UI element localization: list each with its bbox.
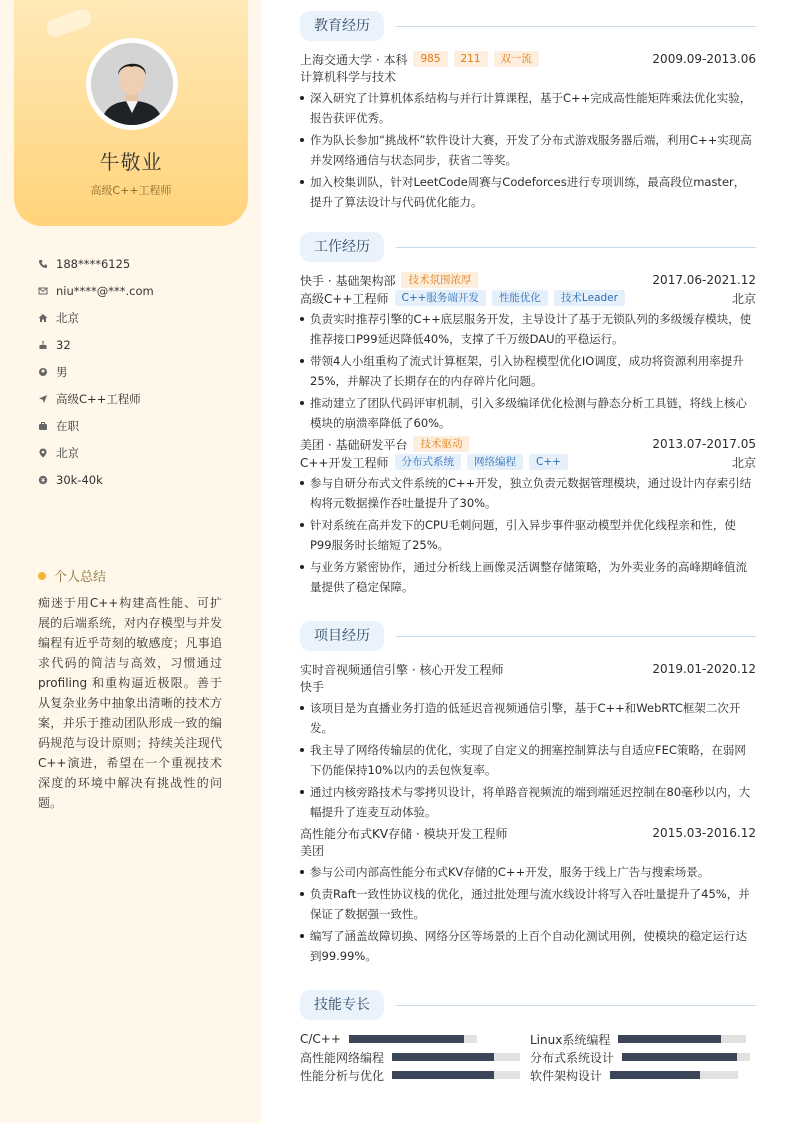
- bullet-list: [300, 473, 756, 597]
- divider: [396, 26, 756, 27]
- cake-icon: [38, 340, 48, 350]
- list-item: 针对系统在高并发下的CPU毛刺问题，引入异步事件驱动模型并优化线程亲和性，使P99服务时长缩短了25%。: [300, 515, 756, 555]
- info-home: [38, 304, 154, 331]
- tag: 性能优化: [492, 290, 548, 306]
- work-section: [300, 232, 756, 599]
- mail-icon: [38, 286, 48, 296]
- skill-bar-fill: [610, 1071, 700, 1079]
- list-item: 编写了涵盖故障切换、网络分区等场景的上百个自动化测试用例，使模块的稳定运行达到99.99%。: [300, 926, 756, 966]
- tag: C++: [529, 454, 568, 470]
- company-name: 美团 · 基础研发平台: [300, 437, 408, 452]
- city: 北京: [731, 455, 756, 470]
- skills-section: [300, 990, 756, 1084]
- home-text: 北京: [56, 310, 79, 325]
- skill-bar: [349, 1035, 477, 1043]
- money-icon: [38, 475, 48, 485]
- tag: 技术氛围浓厚: [401, 272, 478, 288]
- major: 计算机科学与技术: [300, 70, 397, 84]
- section-header: [300, 621, 756, 651]
- skill-item: [530, 1066, 756, 1084]
- project-name: 实时音视频通信引擎 · 核心开发工程师: [300, 662, 504, 677]
- tag: 双一流: [494, 51, 540, 67]
- skill-bar-fill: [392, 1071, 494, 1079]
- salary-text: 30k-40k: [56, 472, 103, 487]
- list-item: 负责Raft一致性协议栈的优化，通过批处理与流水线设计将写入吞吐量提升了45%，并保证了数据强一致性。: [300, 884, 756, 924]
- list-item: 我主导了网络传输层的优化，实现了自定义的拥塞控制算法与自适应FEC策略，在弱网下仍能保持10%以内的丢包恢复率。: [300, 740, 756, 780]
- skill-bar-fill: [392, 1053, 494, 1061]
- skill-bar-fill: [622, 1053, 737, 1061]
- education-row: [300, 50, 756, 68]
- city: 北京: [731, 291, 756, 306]
- sidebar: [0, 0, 262, 1123]
- skill-name: 软件架构设计: [530, 1068, 603, 1083]
- skills-grid: [300, 1030, 756, 1084]
- email-text: niu****@***.com: [56, 283, 154, 298]
- divider: [396, 1005, 756, 1006]
- skill-bar: [622, 1053, 750, 1061]
- projects-section: [300, 621, 756, 968]
- send-icon: [38, 394, 48, 404]
- skill-bar: [392, 1053, 520, 1061]
- divider: [396, 636, 756, 637]
- skill-item: [530, 1048, 756, 1066]
- period: 2009.09-2013.06: [652, 52, 756, 66]
- list-item: 带领4人小组重构了流式计算框架，引入协程模型优化IO调度，成功将资源利用率提升25%，并解决了长期存在的内存碎片化问题。: [300, 351, 756, 391]
- tag: 技术驱动: [413, 436, 469, 452]
- list-item: 参与自研分布式文件系统的C++开发，独立负责元数据管理模块，通过设计内存索引结构将元数据操作吞吐量提升了30%。: [300, 473, 756, 513]
- project-entry: [300, 660, 756, 822]
- location-pin-icon: [38, 448, 48, 458]
- section-title: 工作经历: [300, 232, 384, 262]
- skill-item: [300, 1066, 530, 1084]
- info-email: [38, 277, 154, 304]
- project-name: 高性能分布式KV存储 · 模块开发工程师: [300, 826, 508, 841]
- info-position: [38, 385, 154, 412]
- skill-name: 性能分析与优化: [300, 1068, 385, 1083]
- job-entry: [300, 435, 756, 597]
- info-age: [38, 331, 154, 358]
- home-icon: [38, 313, 48, 323]
- tag: 211: [454, 51, 488, 67]
- info-gender: [38, 358, 154, 385]
- gender-icon: [38, 367, 48, 377]
- decoration: [44, 7, 93, 40]
- bullet-list: [300, 88, 756, 212]
- tag: C++服务端开发: [395, 290, 486, 306]
- phone-text: 188****6125: [56, 256, 131, 271]
- list-item: 与业务方紧密协作，通过分析线上画像灵活调整存储策略，为外卖业务的高峰期峰值流量提供了稳定保障。: [300, 557, 756, 597]
- skill-name: C/C++: [300, 1032, 341, 1046]
- skill-name: Linux系统编程: [530, 1032, 611, 1047]
- period: 2017.06-2021.12: [652, 273, 756, 287]
- list-item: 加入校集训队，针对LeetCode周赛与Codeforces进行专项训练，最高段位master，提升了算法设计与代码优化能力。: [300, 172, 756, 212]
- section-header: [300, 990, 756, 1020]
- skill-bar-fill: [349, 1035, 464, 1043]
- list-item: 通过内核旁路技术与零拷贝设计，将单路音视频流的端到端延迟控制在80毫秒以内，大幅提升了连麦互动体验。: [300, 782, 756, 822]
- summary-title: 个人总结: [54, 570, 107, 585]
- info-location: [38, 439, 154, 466]
- skill-bar: [618, 1035, 746, 1043]
- position-text: 高级C++工程师: [56, 391, 141, 406]
- tag: 技术Leader: [554, 290, 625, 306]
- section-header: [300, 232, 756, 262]
- info-status: [38, 412, 154, 439]
- list-item: 参与公司内部高性能分布式KV存储的C++开发，服务于线上广告与搜索场景。: [300, 862, 756, 882]
- skill-bar: [610, 1071, 738, 1079]
- period: 2019.01-2020.12: [652, 662, 756, 676]
- list-item: 作为队长参加“挑战杯”软件设计大赛，开发了分布式游戏服务器后端，利用C++实现高并发网络通信与状态同步，获省二等奖。: [300, 130, 756, 170]
- contact-info-list: [38, 250, 154, 493]
- skill-name: 分布式系统设计: [530, 1050, 615, 1065]
- gender-text: 男: [56, 364, 68, 379]
- info-salary: [38, 466, 154, 493]
- list-item: 该项目是为直播业务打造的低延迟音视频通信引擎，基于C++和WebRTC框架二次开发。: [300, 698, 756, 738]
- info-phone: [38, 250, 154, 277]
- job-entry: [300, 271, 756, 433]
- summary-text: 痴迷于用C++构建高性能、可扩展的后端系统，对内存模型与并发编程有近乎苛刻的敏感度；凡事追求代码的简洁与高效，习惯通过profiling 和重构逼近极限。善于从复杂业务中抽象出清晰的技术方案，并乐于推动团队形成一致的编码规范与设计原则；持续关注现代C++演进，希望在一个重视技术深度的环境中解决有挑战性的问题。: [38, 596, 222, 810]
- project-entry: [300, 824, 756, 966]
- list-item: 负责实时推荐引擎的C++底层服务开发，主导设计了基于无锁队列的多级缓存模块，使推荐接口P99延迟降低40%，支撑了千万级DAU的平稳运行。: [300, 309, 756, 349]
- avatar: [86, 38, 178, 130]
- section-title: 教育经历: [300, 11, 384, 41]
- project-org: 美团: [300, 844, 325, 858]
- summary-heading: [38, 566, 106, 585]
- skill-item: [530, 1030, 756, 1048]
- education-section: [300, 11, 756, 214]
- list-item: 推动建立了团队代码评审机制，引入多级编译优化检测与静态分析工具链，将线上核心模块的崩溃率降低了60%。: [300, 393, 756, 433]
- period: 2015.03-2016.12: [652, 826, 756, 840]
- company-name: 快手 · 基础架构部: [300, 273, 396, 288]
- period: 2013.07-2017.05: [652, 437, 756, 451]
- tag: 分布式系统: [395, 454, 462, 470]
- bullet-list: [300, 698, 756, 822]
- location-text: 北京: [56, 445, 79, 460]
- divider: [396, 247, 756, 248]
- bullet-dot-icon: [38, 572, 46, 580]
- skill-bar-fill: [618, 1035, 720, 1043]
- section-title: 技能专长: [300, 990, 384, 1020]
- person-photo-icon: [91, 43, 173, 125]
- bullet-list: [300, 862, 756, 966]
- skill-bar: [392, 1071, 520, 1079]
- phone-icon: [38, 259, 48, 269]
- status-text: 在职: [56, 418, 79, 433]
- skill-item: [300, 1048, 530, 1066]
- bullet-list: [300, 309, 756, 433]
- profile-header: [14, 0, 248, 226]
- section-title: 项目经历: [300, 621, 384, 651]
- skill-name: 高性能网络编程: [300, 1050, 385, 1065]
- tag: 985: [413, 51, 447, 67]
- profile-name: 牛敬业: [99, 150, 163, 174]
- section-header: [300, 11, 756, 41]
- job-role: 高级C++工程师: [300, 291, 389, 306]
- project-org: 快手: [300, 680, 325, 694]
- briefcase-icon: [38, 421, 48, 431]
- job-role: C++开发工程师: [300, 455, 389, 470]
- tag: 网络编程: [467, 454, 523, 470]
- skill-item: [300, 1030, 530, 1048]
- list-item: 深入研究了计算机体系结构与并行计算课程，基于C++完成高性能矩阵乘法优化实验，报告获评优秀。: [300, 88, 756, 128]
- profile-title: 高级C++工程师: [90, 184, 172, 197]
- age-text: 32: [56, 337, 71, 352]
- school-name: 上海交通大学 · 本科: [300, 52, 408, 67]
